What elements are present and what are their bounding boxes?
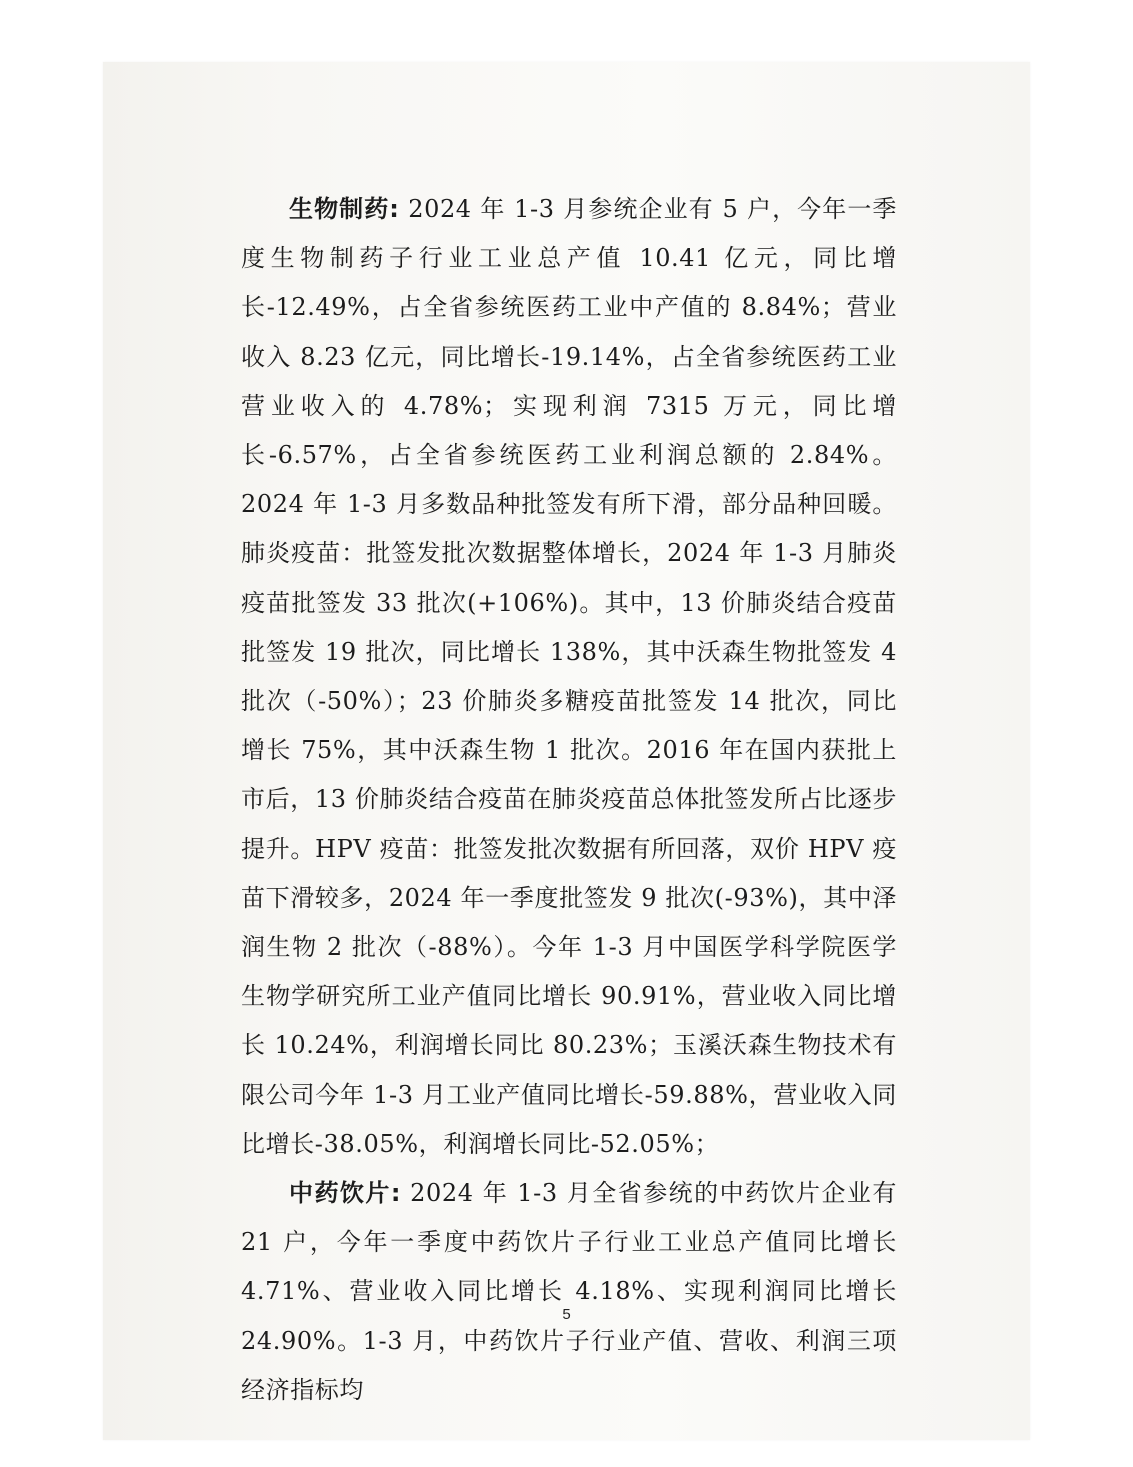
paragraph-heading: 生物制药:	[289, 195, 400, 223]
paragraph-biopharma	[241, 185, 897, 1169]
paragraph-heading: 中药饮片:	[289, 1179, 402, 1208]
document-body	[241, 185, 897, 1415]
paragraph-text: 2024 年 1-3 月参统企业有 5 户，今年一季度生物制药子行业工业总产值 10.41 亿元，同比增长-12.49%，占全省参统医药工业中产值的 8.84%；营业收入 8.23 亿元，同比增长-19.14%，占全省参统医药工业营业收入的 4.78%；实现利润 7315 万元，同比增长-6.57%，占全省参统医药工业利润总额的 2.84%。2024 年 1-3 月多数品种批签发有所下滑，部分品种回暖。肺炎疫苗：批签发批次数据整体增长，2024 年 1-3 月肺炎疫苗批签发 33 批次(+106%)。其中，13 价肺炎结合疫苗批签发 19 批次，同比增长 138%，其中沃森生物批签发 4 批次（-50%）；23 价肺炎多糖疫苗批签发 14 批次，同比增长 75%，其中沃森生物 1 批次。2016 年在国内获批上市后，13 价肺炎结合疫苗在肺炎疫苗总体批签发所占比逐步提升。HPV 疫苗：批签发批次数据有所回落，双价 HPV 疫苗下滑较多，2024 年一季度批签发 9 批次(-93%)，其中泽润生物 2 批次（-88%）。今年 1-3 月中国医学科学院医学生物学研究所工业产值同比增长 90.91%，营业收入同比增长 10.24%，利润增长同比 80.23%；玉溪沃森生物技术有限公司今年 1-3 月工业产值同比增长-59.88%，营业收入同比增长-38.05%，利润增长同比-52.05%；	[241, 195, 897, 1158]
page-number: 5	[562, 1306, 571, 1323]
paragraph-text: 2024 年 1-3 月全省参统的中药饮片企业有 21 户，今年一季度中药饮片子行业工业总产值同比增长 4.71%、营业收入同比增长 4.18%、实现利润同比增长 24.90%。1-3 月，中药饮片子行业产值、营收、利润三项经济指标均	[241, 1179, 897, 1404]
paragraph-tcm-pieces	[241, 1169, 897, 1415]
